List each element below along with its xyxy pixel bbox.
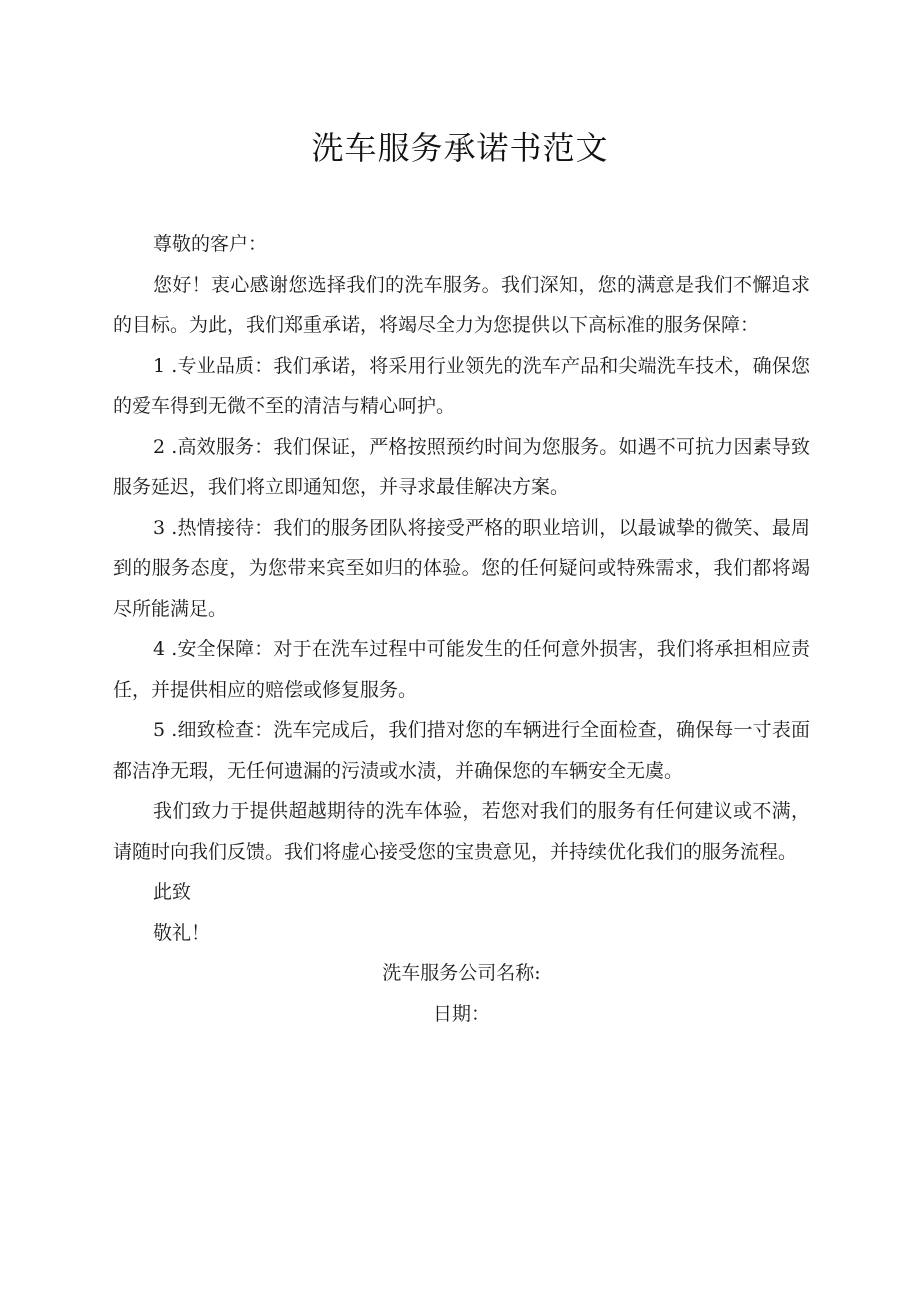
promise-item-4: 4 .安全保障：对于在洗车过程中可能发生的任何意外损害，我们将承担相应责任，并提供相应的赔偿或修复服务。 <box>113 638 810 701</box>
document-body <box>113 224 810 1034</box>
promise-item-1: 1 .专业品质：我们承诺，将采用行业领先的洗车产品和尖端洗车技术，确保您的爱车得到无微不至的清洁与精心呵护。 <box>113 354 810 417</box>
document-title: 洗车服务承诺书范文 <box>311 129 609 167</box>
promise-item-3: 3 .热情接待：我们的服务团队将接受严格的职业培训，以最诚挚的微笑、最周到的服务态度，为您带来宾至如归的体验。您的任何疑问或特殊需求，我们都将竭尽所能满足。 <box>113 516 810 620</box>
closing-greeting: 此致 <box>153 881 192 903</box>
salutation: 尊敬的客户： <box>153 233 268 255</box>
company-name-label: 洗车服务公司名称: <box>382 962 541 984</box>
intro-paragraph: 您好！衷心感谢您选择我们的洗车服务。我们深知，您的满意是我们不懈追求的目标。为此，我们郑重承诺，将竭尽全力为您提供以下高标准的服务保障： <box>113 273 810 336</box>
promise-item-2: 2 .高效服务：我们保证，严格按照预约时间为您服务。如遇不可抗力因素导致服务延迟，我们将立即通知您，并寻求最佳解决方案。 <box>113 435 810 498</box>
date-label: 日期： <box>432 1002 490 1025</box>
conclusion-paragraph: 我们致力于提供超越期待的洗车体验，若您对我们的服务有任何建议或不满，请随时向我们反馈。我们将虚心接受您的宝贵意见，并持续优化我们的服务流程。 <box>113 800 810 863</box>
closing-salute: 敬礼！ <box>153 921 211 944</box>
promise-item-5: 5 .细致检查：洗车完成后，我们措对您的车辆进行全面检查，确保每一寸表面都洁净无瑕，无任何遗漏的污渍或水渍，并确保您的车辆安全无虞。 <box>113 719 810 782</box>
